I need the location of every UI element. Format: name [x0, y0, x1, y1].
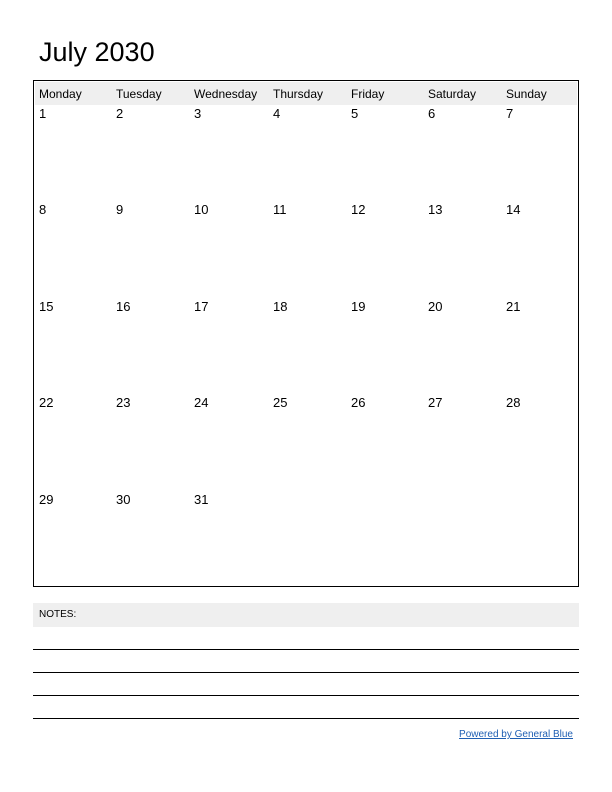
notes-line [33, 718, 579, 719]
day-cell-6: 6 [428, 106, 436, 121]
day-cell-25: 25 [273, 395, 288, 410]
day-cell-29: 29 [39, 492, 54, 507]
day-cell-5: 5 [351, 106, 359, 121]
day-cell-10: 10 [194, 202, 209, 217]
day-cell-22: 22 [39, 395, 54, 410]
calendar-grid [33, 80, 579, 587]
day-cell-26: 26 [351, 395, 366, 410]
calendar-title: July 2030 [39, 37, 155, 67]
weekday-monday: Monday [39, 87, 82, 101]
day-cell-14: 14 [506, 202, 521, 217]
day-cell-28: 28 [506, 395, 521, 410]
weekday-thursday: Thursday [273, 87, 324, 101]
day-cell-30: 30 [116, 492, 131, 507]
day-cell-31: 31 [194, 492, 209, 507]
day-cell-24: 24 [194, 395, 209, 410]
weekday-friday: Friday [351, 87, 385, 101]
day-cell-7: 7 [506, 106, 514, 121]
day-cell-18: 18 [273, 299, 288, 314]
day-cell-2: 2 [116, 106, 124, 121]
day-cell-1: 1 [39, 106, 47, 121]
day-cell-4: 4 [273, 106, 281, 121]
day-cell-3: 3 [194, 106, 202, 121]
day-cell-21: 21 [506, 299, 521, 314]
weekday-saturday: Saturday [428, 87, 477, 101]
powered-by-link[interactable]: Powered by General Blue [459, 729, 573, 740]
day-cell-17: 17 [194, 299, 209, 314]
day-cell-20: 20 [428, 299, 443, 314]
day-cell-11: 11 [273, 202, 287, 217]
weekday-sunday: Sunday [506, 87, 547, 101]
day-cell-13: 13 [428, 202, 443, 217]
weekday-wednesday: Wednesday [194, 87, 258, 101]
day-cell-16: 16 [116, 299, 131, 314]
notes-line [33, 649, 579, 650]
day-cell-9: 9 [116, 202, 124, 217]
day-cell-8: 8 [39, 202, 47, 217]
day-cell-27: 27 [428, 395, 443, 410]
weekday-tuesday: Tuesday [116, 87, 162, 101]
notes-line [33, 695, 579, 696]
day-cell-19: 19 [351, 299, 366, 314]
day-cell-23: 23 [116, 395, 131, 410]
weekday-header-row [35, 82, 577, 105]
notes-header [33, 603, 579, 627]
notes-label: NOTES: [39, 609, 77, 620]
notes-line [33, 672, 579, 673]
day-cell-12: 12 [351, 202, 366, 217]
day-cell-15: 15 [39, 299, 54, 314]
